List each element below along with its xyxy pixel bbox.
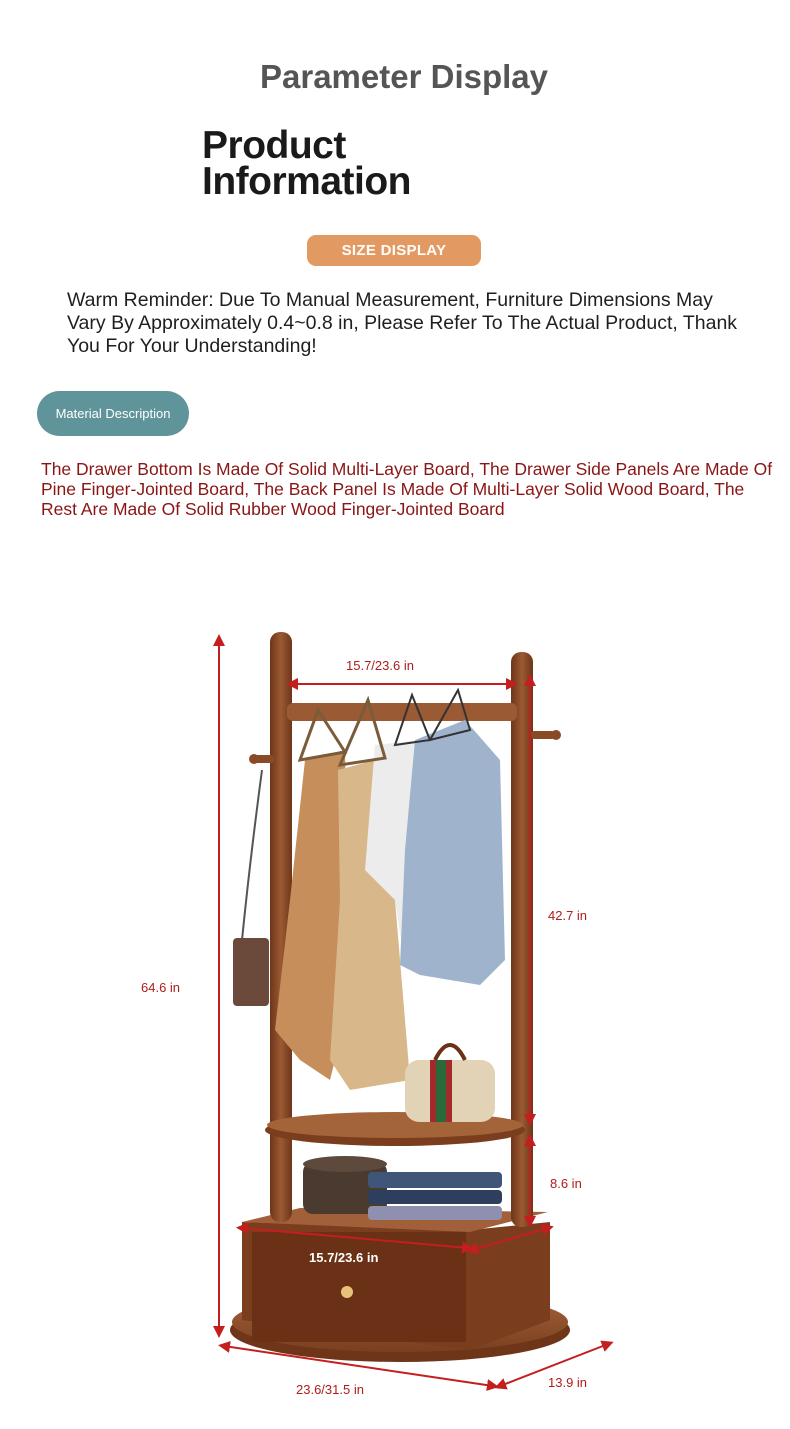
material-description-badge: Material Description [37,391,189,436]
coat-rack-drawing [0,560,790,1424]
base-depth-label: 13.9 in [548,1375,588,1390]
shirt-checked [400,720,505,985]
base-width-label: 23.6/31.5 in [296,1382,364,1397]
drawer-width-label: 15.7/23.6 in [309,1250,379,1265]
product-info-line1: Product [202,124,346,167]
handbag-left [233,938,269,1006]
hanging-rod [287,703,517,721]
warm-reminder-text: Warm Reminder: Due To Manual Measurement, Furniture Dimensions May Vary By Approximately 0.4~0.8 in, Please Refer To The Actual Product, Thank You For Your Understanding! [67,289,738,357]
rod-height-label: 42.7 in [548,908,588,923]
top-width-label: 15.7/23.6 in [346,658,414,673]
page-title: Parameter Display [260,58,548,95]
folded-shirts [368,1172,502,1188]
shelf-gap-label: 8.6 in [550,1176,582,1191]
product-illustration [0,560,790,1424]
product-info-line2: Information [202,160,411,203]
product-information-heading [202,124,602,203]
total-height-label: 64.6 in [141,980,181,995]
material-description-text: The Drawer Bottom Is Made Of Solid Multi-Layer Board, The Drawer Side Panels Are Made Of Pine Finger-Jointed Board, The Back Panel Is Made Of Multi-Layer Solid Wood Board, The Rest Are Made Of Solid Rubber Wood Finger-Jointed Board [41,459,773,519]
drawer-front [252,1232,466,1342]
size-display-badge: SIZE DISPLAY [307,235,481,266]
drawer-knob [341,1286,353,1298]
